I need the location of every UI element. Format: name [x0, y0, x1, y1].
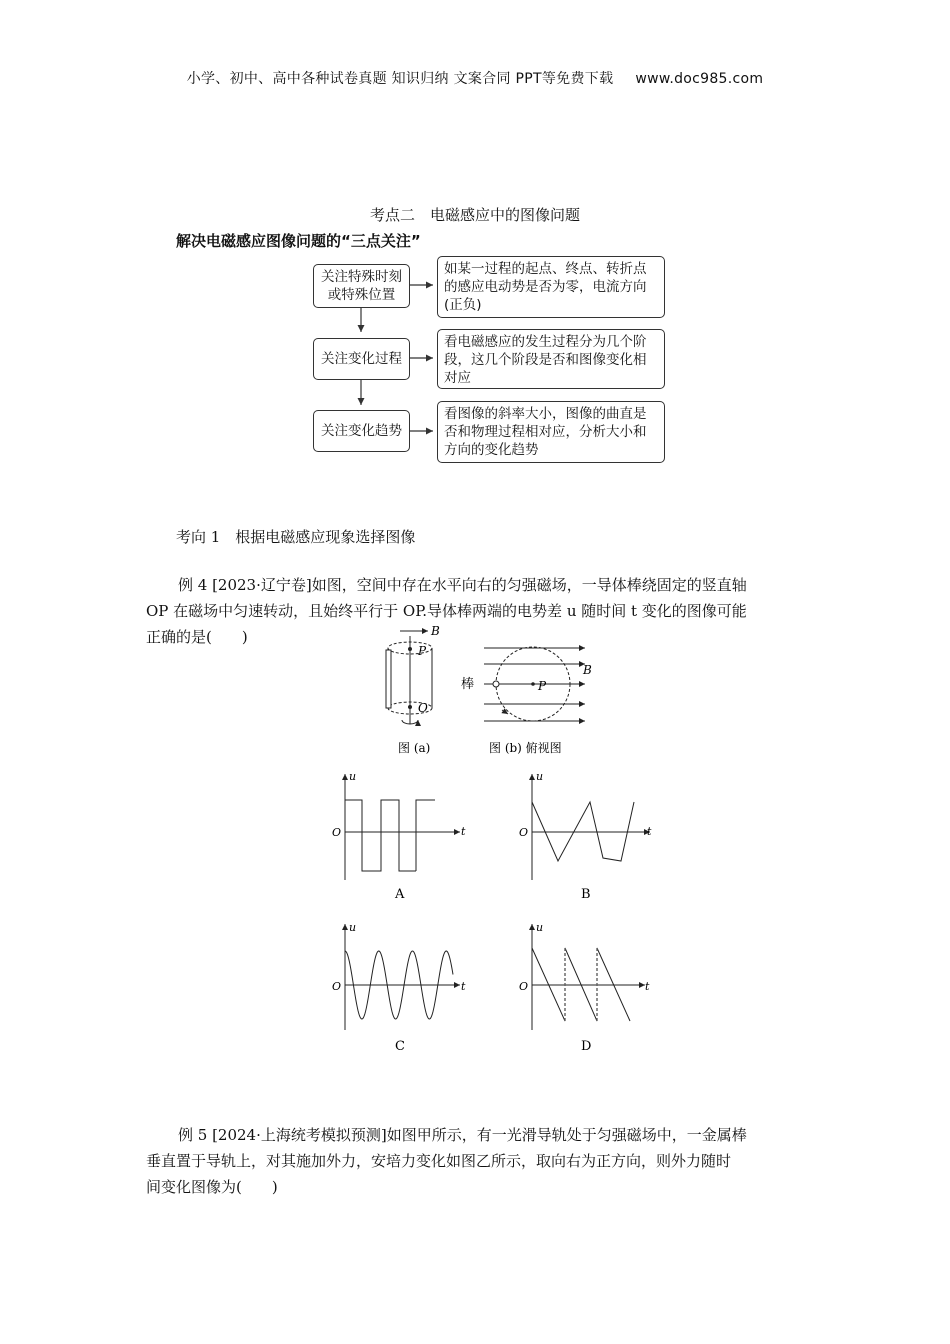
fig-a-P-label: P	[418, 644, 427, 658]
fig-b-B-label: B	[583, 663, 592, 677]
graph-b-label: B	[581, 887, 591, 902]
flow-right-box-1: 如某一过程的起点、终点、转折点的感应电动势是否为零，电流方向(正负)	[437, 256, 665, 318]
fig-a-caption: 图 (a)	[398, 741, 431, 755]
example-4-line-3: 正确的是( )	[146, 628, 248, 646]
section-title: 考点二 电磁感应中的图像问题	[369, 206, 580, 224]
graph-c-t: t	[461, 980, 466, 993]
graph-b-u: u	[536, 770, 544, 783]
graph-d-label: D	[581, 1039, 592, 1054]
flow-left-box-1: 关注特殊时刻或特殊位置	[313, 264, 410, 308]
example-5	[146, 1122, 806, 1200]
direction-1-heading: 考向 1 根据电磁感应现象选择图像	[176, 528, 416, 546]
graph-a[interactable]	[332, 770, 466, 902]
figure-b-topview	[461, 647, 592, 721]
graph-a-label: A	[395, 887, 405, 902]
graph-c[interactable]	[332, 921, 466, 1054]
graph-a-origin: O	[332, 826, 342, 839]
flow-right-box-3: 看图像的斜率大小，图像的曲直是否和物理过程相对应，分析大小和方向的变化趋势	[437, 401, 665, 463]
fig-b-P-label: P	[538, 679, 547, 693]
example-5-line-1: 例 5 [2024·上海统考模拟预测]如图甲所示，有一光滑导轨处于匀强磁场中，一金属棒	[178, 1126, 747, 1144]
fig-a-B-label: B	[431, 624, 440, 638]
graph-d[interactable]	[519, 921, 650, 1054]
graph-a-u: u	[349, 770, 357, 783]
fig-b-caption: 图 (b) 俯视图	[489, 741, 562, 755]
page-header	[0, 68, 950, 88]
example-5-line-3: 间变化图像为( )	[146, 1178, 278, 1196]
graph-b[interactable]	[519, 770, 652, 902]
graph-c-u: u	[349, 921, 357, 934]
graph-d-t: t	[645, 980, 650, 993]
graph-d-origin: O	[519, 980, 529, 993]
figure-ab	[370, 620, 610, 760]
flow-left-box-3: 关注变化趋势	[313, 410, 410, 452]
figure-a-cylinder	[386, 624, 440, 724]
header-url[interactable]: www.doc985.com	[635, 71, 764, 87]
fig-b-bang-label: 棒	[461, 677, 475, 692]
answer-graphs	[325, 768, 665, 1063]
graph-b-t: t	[647, 825, 652, 838]
graph-c-label: C	[395, 1039, 405, 1054]
flow-left-box-2: 关注变化过程	[313, 338, 410, 380]
example-4-line-2: OP 在磁场中匀速转动，且始终平行于 OP.导体棒两端的电势差 u 随时间 t 变化的图像可能	[146, 602, 747, 620]
sub-title: 解决电磁感应图像问题的“三点关注”	[176, 232, 421, 250]
flow-right-box-2: 看电磁感应的发生过程分为几个阶段，这几个阶段是否和图像变化相对应	[437, 329, 665, 389]
header-text: 小学、初中、高中各种试卷真题 知识归纳 文案合同 PPT等免费下载	[186, 71, 614, 87]
graph-d-u: u	[536, 921, 544, 934]
graph-b-origin: O	[519, 826, 529, 839]
example-4-line-1: 例 4 [2023·辽宁卷]如图，空间中存在水平向右的匀强磁场，一导体棒绕固定的竖直轴	[178, 576, 747, 594]
graph-c-origin: O	[332, 980, 342, 993]
fig-a-O-label: O	[418, 701, 428, 715]
graph-a-t: t	[461, 825, 466, 838]
example-5-line-2: 垂直置于导轨上，对其施加外力，安培力变化如图乙所示，取向右为正方向，则外力随时	[146, 1152, 732, 1170]
